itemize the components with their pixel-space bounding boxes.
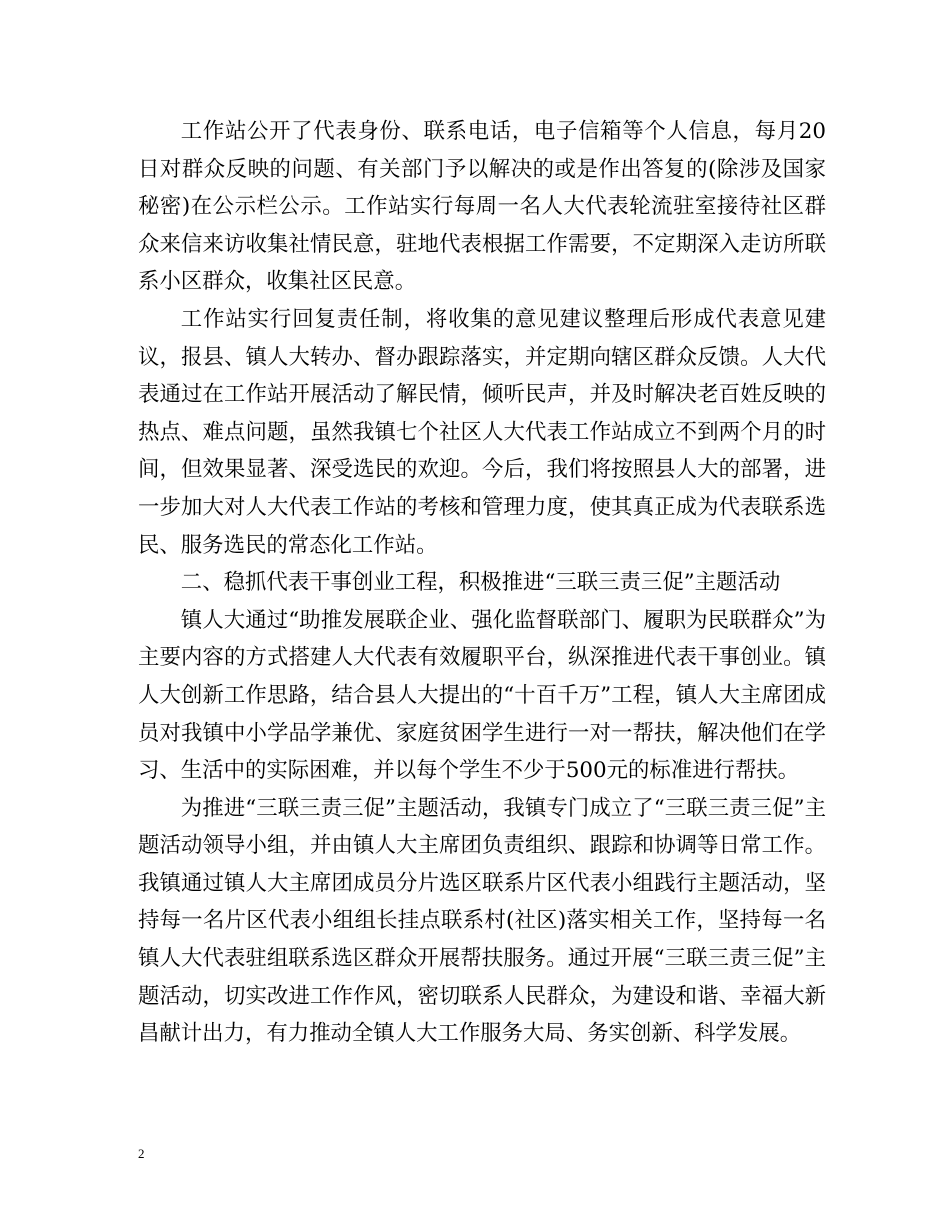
page-number: 2 [138,1146,145,1161]
paragraph-work-station-info: 工作站公开了代表身份、联系电话，电子信箱等个人信息，每月20日对群众反映的问题、有关部门予以解决的或是作出答复的(除涉及国家秘密)在公示栏公示。工作站实行每周一名人大代表轮流驻室接待社区群众来信来访收集社情民意，驻地代表根据工作需要，不定期深入走访所联系小区群众，收集社区民意。 [138,119,826,295]
section-heading: 二、稳抓代表干事创业工程，积极推进“三联三责三促”主题活动 [180,570,781,596]
paragraph-reply-responsibility: 工作站实行回复责任制，将收集的意见建议整理后形成代表意见建议，报县、镇人大转办、督办跟踪落实，并定期向辖区群众反馈。人大代表通过在工作站开展活动了解民情，倾听民声，并及时解决老百姓反映的热点、难点问题，虽然我镇七个社区人大代表工作站成立不到两个月的时间，但效果显著、深受选民的欢迎。今后，我们将按照县人大的部署，进一步加大对人大代表工作站的考核和管理力度，使其真正成为代表联系选民、服务选民的常态化工作站。 [138,306,826,558]
paragraph-entrepreneurship: 镇人大通过“助推发展联企业、强化监督联部门、履职为民联群众”为主要内容的方式搭建人大代表有效履职平台，纵深推进代表干事创业。镇人大创新工作思路，结合县人大提出的“十百千万”工程，镇人大主席团成员对我镇中小学品学兼优、家庭贫困学生进行一对一帮扶，解决他们在学习、生活中的实际困难，并以每个学生不少于500元的标准进行帮扶。 [138,607,826,784]
document-body [138,113,826,1053]
paragraph-three-links-activity: 为推进“三联三责三促”主题活动，我镇专门成立了“三联三责三促”主题活动领导小组，并由镇人大主席团负责组织、跟踪和协调等日常工作。我镇通过镇人大主席团成员分片选区联系片区代表小组践行主题活动，坚持每一名片区代表小组组长挂点联系村(社区)落实相关工作，坚持每一名镇人大代表驻组联系选区群众开展帮扶服务。通过开展“三联三责三促”主题活动，切实改进工作作风，密切联系人民群众，为建设和谐、幸福大新昌献计出力，有力推动全镇人大工作服务大局、务实创新、科学发展。 [138,795,826,1047]
